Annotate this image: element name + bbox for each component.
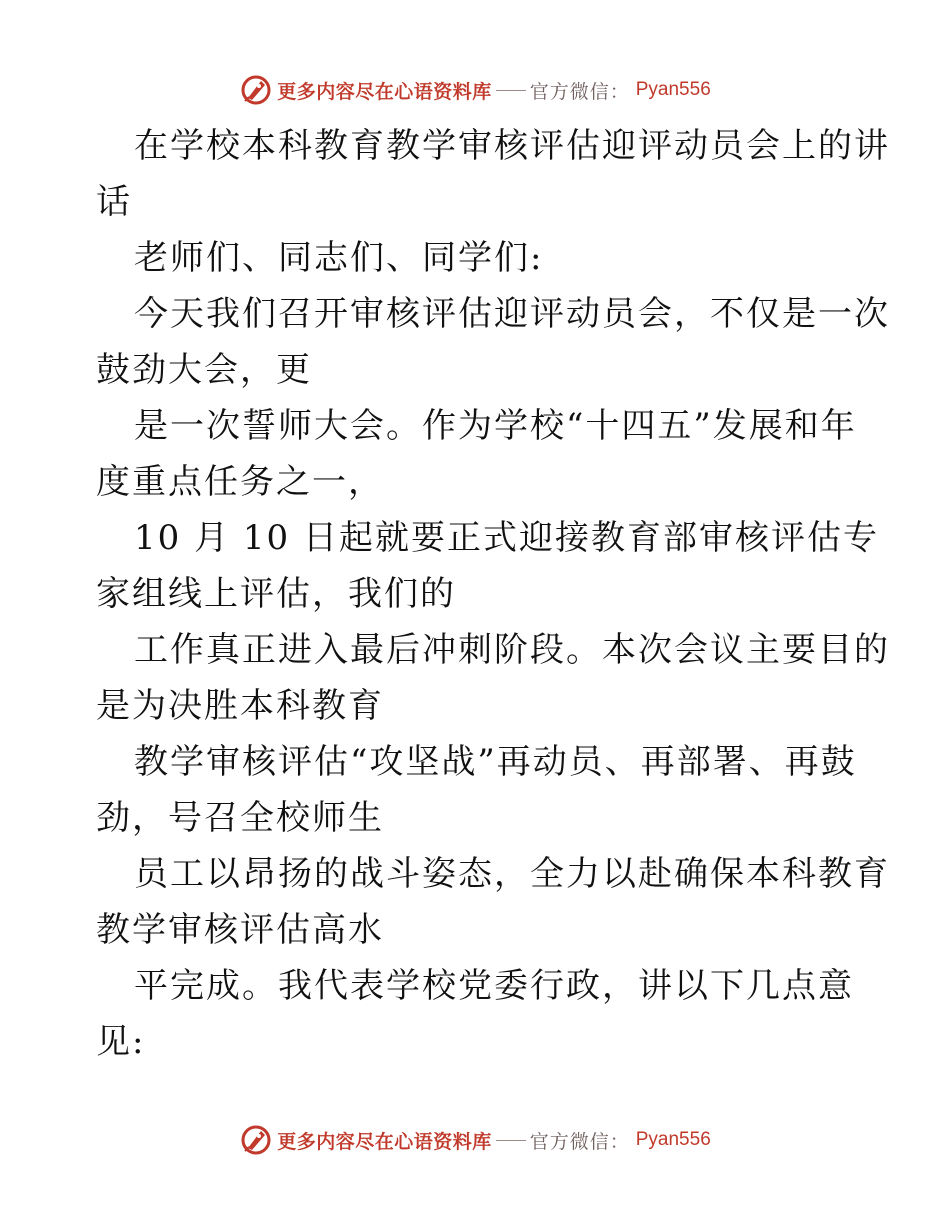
wechat-id: Pyan556: [635, 1129, 711, 1150]
banner-dash: [496, 1140, 526, 1141]
body-paragraph: [96, 286, 890, 398]
paragraph-line: 工作真正进入最后冲刺阶段。本次会议主要目的: [134, 630, 890, 670]
paragraph-line: 今天我们召开审核评估迎评动员会，不仅是一次: [134, 294, 890, 334]
title-paragraph: [96, 118, 890, 230]
paragraph-line: 平完成。我代表学校党委行政，讲以下几点意: [134, 966, 854, 1006]
body-paragraph: [96, 398, 856, 510]
paragraph-line: 度重点任务之一，: [96, 462, 384, 502]
document-body: [96, 118, 890, 1070]
body-paragraph: [96, 734, 856, 846]
paragraph-line: 鼓劲大会，更: [96, 350, 312, 390]
paragraph-line: 家组线上评估，我们的: [96, 574, 456, 614]
official-wechat-label: 官方微信：: [529, 80, 630, 103]
paragraph-line: 见:: [96, 1022, 146, 1062]
wechat-id: Pyan556: [635, 79, 711, 100]
banner-dash: [496, 90, 526, 91]
paragraph-line: 员工以昂扬的战斗姿态，全力以赴确保本科教育: [134, 854, 890, 894]
site-name: 更多内容尽在心语资料库: [277, 1130, 492, 1153]
paragraph-line: 是为决胜本科教育: [96, 686, 384, 726]
paragraph-line: 在学校本科教育教学审核评估迎评动员会上的讲: [134, 126, 890, 166]
paragraph-line: 老师们、同志们、同学们:: [134, 238, 544, 278]
footer-banner: [0, 1120, 950, 1160]
paragraph-line: 10 月 10 日起就要正式迎接教育部审核评估专: [134, 518, 879, 558]
paragraph-line: 教学审核评估“攻坚战”再动员、再部署、再鼓: [134, 742, 857, 782]
pen-logo-icon: [239, 1123, 273, 1157]
header-banner: [0, 70, 950, 110]
site-name: 更多内容尽在心语资料库: [277, 80, 492, 103]
official-wechat-label: 官方微信：: [529, 1130, 630, 1153]
body-paragraph: [96, 958, 856, 1070]
paragraph-line: 是一次誓师大会。作为学校“十四五”发展和年: [134, 406, 857, 446]
pen-logo-icon: [239, 73, 273, 107]
body-paragraph: [96, 622, 890, 734]
salutation-paragraph: [96, 230, 856, 286]
paragraph-line: 话: [96, 182, 132, 222]
paragraph-line: 劲，号召全校师生: [96, 798, 384, 838]
paragraph-line: 教学审核评估高水: [96, 910, 384, 950]
body-paragraph: [96, 510, 879, 622]
body-paragraph: [96, 846, 890, 958]
